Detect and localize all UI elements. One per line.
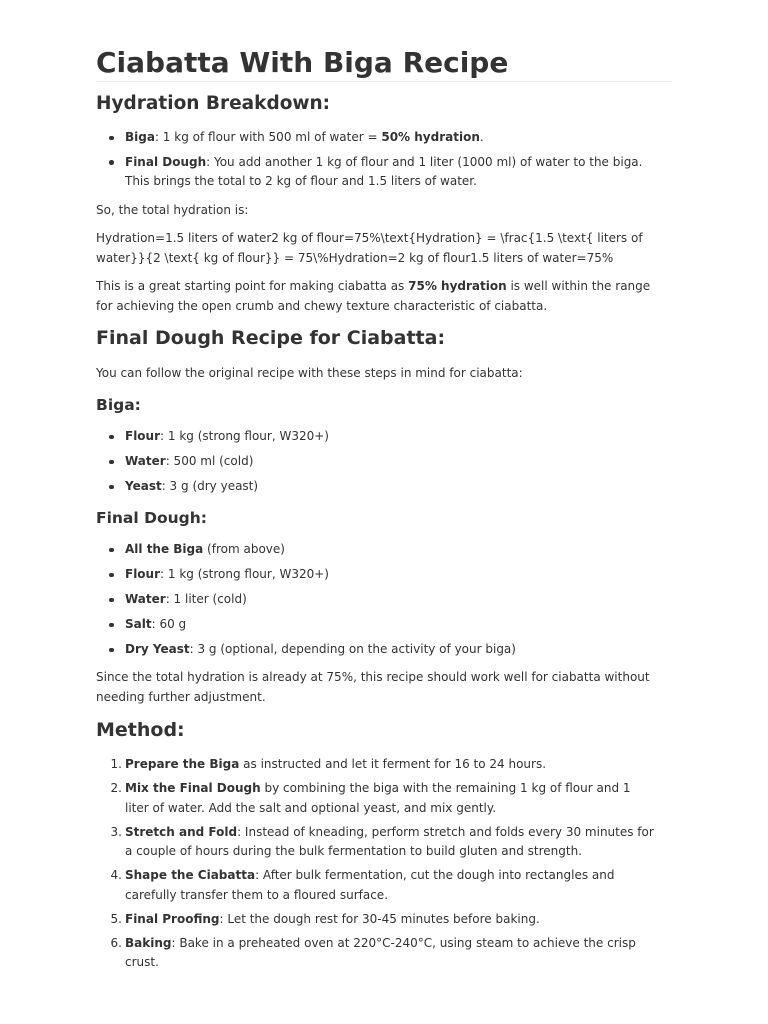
item-label: All the Biga [125, 542, 204, 556]
final-recipe-heading: Final Dough Recipe for Ciabatta: [96, 327, 446, 349]
step-number: 6. [110, 935, 122, 950]
final-dough-heading: Final Dough: [96, 509, 207, 527]
item-text: : You add another 1 kg of flour and 1 liter (1000 ml) of water to the biga. This brings the total to 2 kg of flour and 1.5 liters of water. [125, 154, 643, 188]
item-label: Yeast [125, 479, 162, 493]
method-steps [96, 755, 656, 973]
step-label: Mix the Final Dough [125, 781, 261, 795]
item-label: Biga [125, 130, 155, 144]
step-label: Final Proofing [125, 911, 220, 926]
list-item [96, 427, 656, 447]
item-label: Salt [125, 617, 152, 631]
page-title: Ciabatta With Biga Recipe [96, 44, 672, 82]
item-label: Flour [125, 567, 161, 581]
item-label: Dry Yeast [125, 642, 190, 656]
hydration-heading: Hydration Breakdown: [96, 93, 331, 114]
item-label: Flour [125, 429, 161, 443]
method-step [96, 910, 656, 930]
step-text: : After bulk fermentation, cut the dough into rectangles and carefully transfer them to a floured surface. [125, 868, 615, 902]
final-recipe-intro: You can follow the original recipe with these steps in mind for ciabatta: [96, 366, 523, 380]
item-text: (from above) [203, 542, 285, 556]
step-text: as instructed and let it ferment for 16 to 24 hours. [239, 757, 547, 771]
list-item [96, 615, 656, 635]
item-text: : 1 kg of flour with 500 ml of water = [154, 130, 382, 144]
hydration-list [96, 128, 656, 192]
list-item [96, 477, 656, 497]
step-text: : Let the dough rest for 30-45 minutes before baking. [219, 911, 540, 926]
item-text: : 1 liter (cold) [165, 592, 247, 606]
item-text: : 1 kg (strong flour, W320+) [160, 429, 329, 443]
item-label: Water [125, 592, 166, 606]
note-text: This is a great starting point for making ciabatta as [96, 279, 409, 293]
method-step [96, 866, 656, 905]
list-item [96, 565, 656, 585]
step-label: Prepare the Biga [125, 757, 240, 771]
step-label: Stretch and Fold [125, 824, 238, 839]
step-label: Shape the Ciabatta [125, 868, 256, 882]
step-number: 1. [110, 757, 122, 771]
biga-list [96, 427, 656, 497]
item-label: Final Dough [125, 154, 207, 169]
note-text-end: is well within the range for achieving the open crumb and chewy texture characteristic of ciabatta. [96, 279, 651, 313]
list-item [96, 640, 656, 660]
item-label: Water [125, 454, 166, 468]
item-text: : 3 g (optional, depending on the activity of your biga) [189, 642, 516, 656]
step-text: by combining the biga with the remaining 1 kg of flour and 1 liter of water. Add the salt and optional yeast, and mix gently. [125, 781, 631, 815]
step-label: Baking [125, 935, 172, 950]
step-number: 5. [110, 911, 122, 926]
item-text: : 60 g [151, 617, 187, 631]
biga-heading: Biga: [96, 396, 141, 414]
item-text: : 1 kg (strong flour, W320+) [160, 567, 329, 581]
list-item [96, 540, 656, 560]
list-item [96, 128, 656, 148]
note-bold: 75% hydration [408, 279, 507, 293]
final-dough-note: Since the total hydration is already at 75%, this recipe should work well for ciabatta without needing further adjustment. [96, 670, 650, 704]
list-item [96, 590, 656, 610]
step-text: : Instead of kneading, perform stretch and folds every 30 minutes for a couple of hours during the bulk fermentation to build gluten and strength. [125, 824, 654, 858]
method-step [96, 755, 656, 775]
list-item [96, 452, 656, 472]
total-hydration-intro: So, the total hydration is: [96, 203, 249, 217]
method-step [96, 934, 656, 973]
hydration-formula: Hydration=1.5 liters of water2 kg of flour=75%\text{Hydration} = \frac{1.5 \text{ liters of water}}{2 \text{ kg of flour}} = 75\%Hydration=2 kg of flour1.5 liters of water=75% [96, 231, 643, 265]
step-number: 2. [110, 781, 122, 795]
item-end: . [479, 130, 484, 144]
hydration-note [96, 277, 656, 316]
list-item [96, 153, 656, 192]
item-bold-value: 50% hydration [381, 130, 480, 144]
method-heading: Method: [96, 719, 185, 741]
final-dough-list [96, 540, 656, 660]
item-text: : 3 g (dry yeast) [161, 479, 259, 493]
method-step [96, 779, 656, 818]
step-number: 3. [110, 824, 122, 839]
method-step [96, 823, 656, 862]
item-text: : 500 ml (cold) [165, 454, 254, 468]
step-number: 4. [110, 868, 122, 882]
step-text: : Bake in a preheated oven at 220°C-240°C, using steam to achieve the crisp crust. [125, 935, 636, 969]
